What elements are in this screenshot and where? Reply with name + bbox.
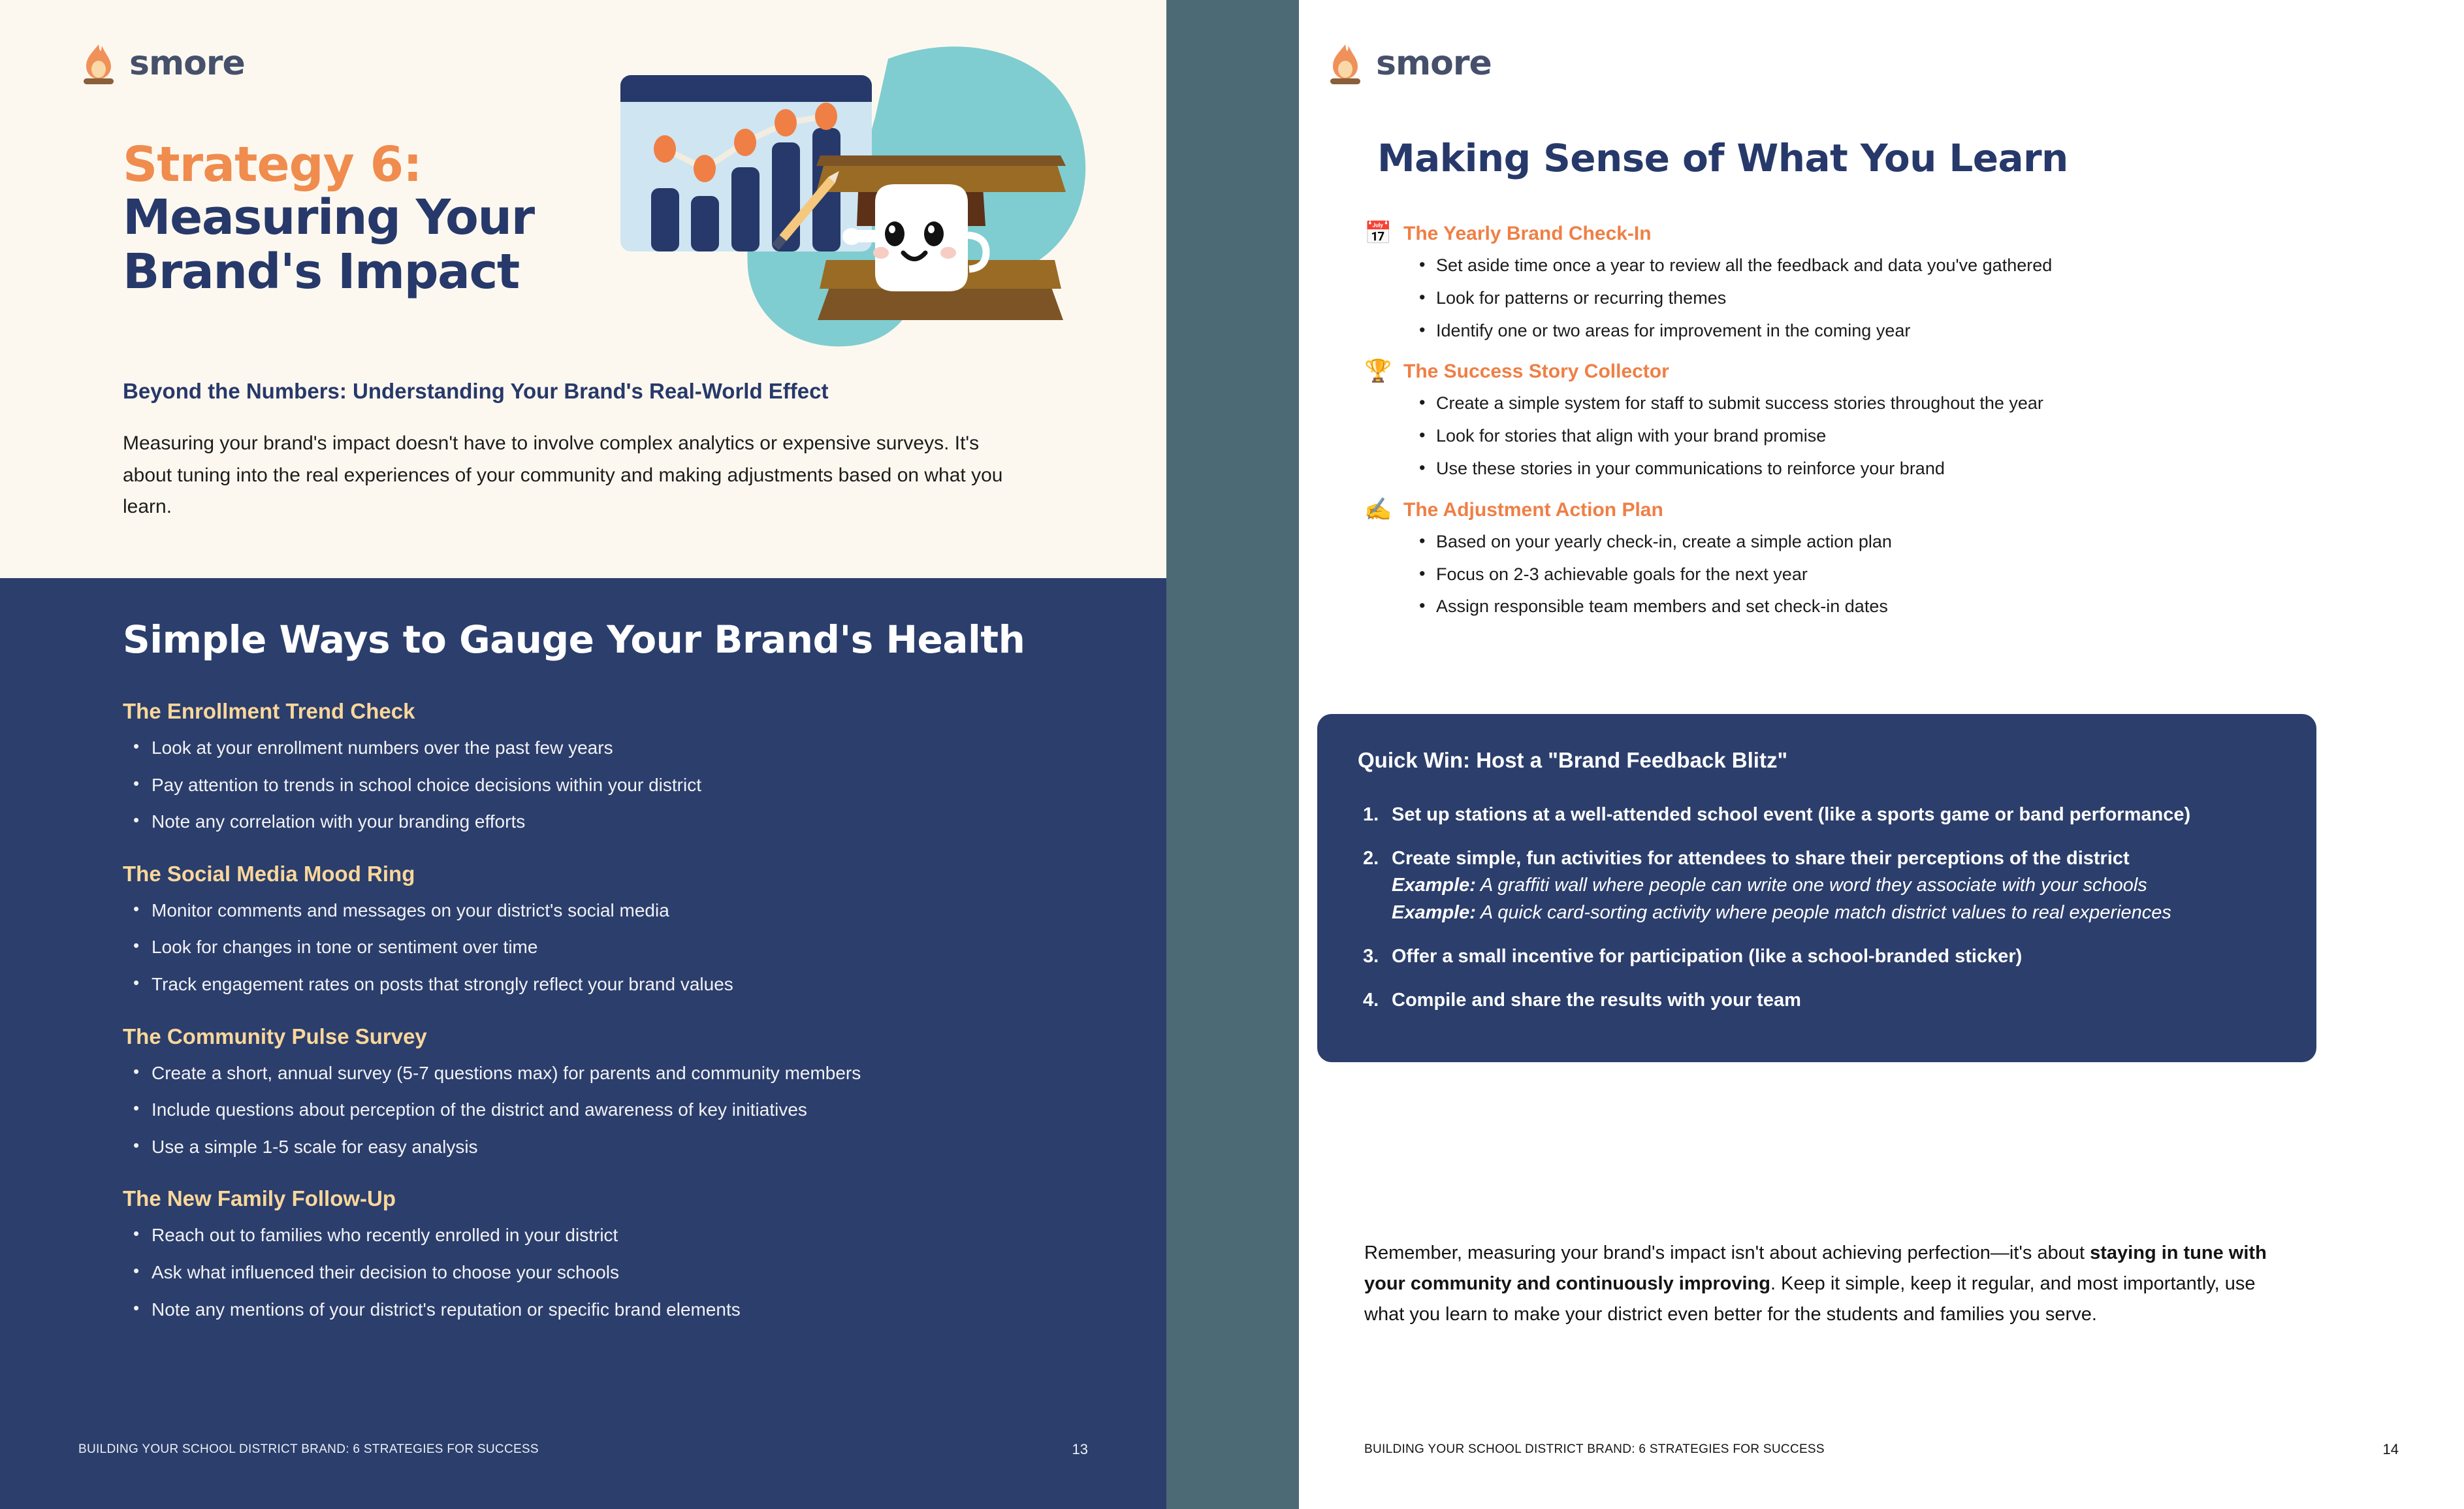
page-title <box>123 137 645 300</box>
step-text: Create simple, fun activities for attendees to share their perceptions of the district <box>1392 848 2130 869</box>
list-item: • Look for stories that align with your brand promise <box>1416 424 2305 449</box>
step-text: Offer a small incentive for participation (like a school-branded sticker) <box>1392 945 2023 967</box>
list-group <box>1364 222 2305 343</box>
calendar-icon: 📅 <box>1364 220 1392 246</box>
title-line-2: Brand's Impact <box>123 243 519 300</box>
trophy-icon: 🏆 <box>1364 358 1392 385</box>
list-item <box>1358 943 2280 970</box>
list-item: • Look at your enrollment numbers over the past few years <box>123 735 1070 762</box>
group-heading: The Community Pulse Survey <box>123 1024 427 1048</box>
group-heading: The Adjustment Action Plan <box>1403 498 1663 521</box>
group-heading: The Enrollment Trend Check <box>123 699 415 723</box>
making-sense-groups-list <box>1364 222 2305 636</box>
example-line <box>1392 872 2280 899</box>
group-heading: The Social Media Mood Ring <box>123 861 415 886</box>
section-heading: Simple Ways to Gauge Your Brand's Health <box>123 617 1025 662</box>
left-page-hero <box>0 0 1166 578</box>
list-item: • Note any mentions of your district's reputation or specific brand elements <box>123 1297 1070 1323</box>
group-heading: The Yearly Brand Check-In <box>1403 223 1652 244</box>
list-item: • Create a short, annual survey (5-7 questions max) for parents and community members <box>123 1060 1070 1087</box>
right-page <box>1299 0 2464 1509</box>
list-item: • Use a simple 1-5 scale for easy analysis <box>123 1134 1070 1161</box>
closing-emphasis: staying in tune with your community and continuously improving <box>1364 1242 2267 1294</box>
closing-part-2: . Keep it simple, keep it regular, and most importantly, use what you learn to make your district even better for the students and families you serve. <box>1364 1273 2256 1325</box>
list-item: • Look for patterns or recurring themes <box>1416 286 2305 311</box>
example-body: A quick card-sorting activity where people match district values to real experiences <box>1475 901 2171 923</box>
campfire-flame-icon <box>78 41 119 86</box>
example-body: A graffiti wall where people can write one word they associate with your schools <box>1475 875 2147 896</box>
bar-chart-presentation-with-smore-mascot-icon <box>614 39 1136 353</box>
left-page-dark-section <box>0 578 1166 1509</box>
smore-logo <box>1325 41 1492 86</box>
closing-paragraph <box>1364 1238 2298 1330</box>
list-item: • Set aside time once a year to review all the feedback and data you've gathered <box>1416 253 2305 278</box>
example-line <box>1392 900 2280 926</box>
list-group <box>123 699 1070 836</box>
list-item: • Use these stories in your communications to reinforce your brand <box>1416 457 2305 481</box>
list-item: • Identify one or two areas for improvement in the coming year <box>1416 319 2305 344</box>
smore-wordmark: smore <box>129 44 245 83</box>
page-subtitle: Beyond the Numbers: Understanding Your Brand's Real-World Effect <box>123 379 829 403</box>
list-item: • Based on your yearly check-in, create a simple action plan <box>1416 530 2305 555</box>
list-group <box>1364 360 2305 481</box>
footer-title: BUILDING YOUR SCHOOL DISTRICT BRAND: 6 STRATEGIES FOR SUCCESS <box>78 1442 539 1456</box>
list-item: • Ask what influenced their decision to choose your schools <box>123 1259 1070 1286</box>
list-item: • Include questions about perception of the district and awareness of key initiatives <box>123 1097 1070 1124</box>
list-item <box>1358 802 2280 828</box>
smore-wordmark: smore <box>1376 44 1492 83</box>
group-heading: The Success Story Collector <box>1403 361 1669 383</box>
example-label: Example: <box>1392 901 1476 923</box>
quick-win-heading: Quick Win: Host a "Brand Feedback Blitz" <box>1358 748 1788 772</box>
list-item: • Reach out to families who recently enrolled in your district <box>123 1222 1070 1249</box>
list-item: • Track engagement rates on posts that strongly reflect your brand values <box>123 971 1070 998</box>
list-item: • Monitor comments and messages on your district's social media <box>123 898 1070 924</box>
list-item: • Pay attention to trends in school choice decisions within your district <box>123 772 1070 799</box>
page-number: 13 <box>1072 1441 1088 1457</box>
example-label: Example: <box>1392 875 1476 896</box>
gauge-groups-list <box>123 699 1070 1349</box>
closing-part-1: Remember, measuring your brand's impact isn't about achieving perfection—it's about <box>1364 1242 2090 1263</box>
group-heading: The New Family Follow-Up <box>123 1186 396 1211</box>
list-group <box>123 1186 1070 1323</box>
book-gutter <box>1166 0 1299 1509</box>
list-group <box>123 862 1070 998</box>
title-line-1: Measuring Your <box>123 189 534 246</box>
list-item: • Assign responsible team members and set check-in dates <box>1416 594 2305 619</box>
campfire-flame-icon <box>1325 41 1366 86</box>
quick-win-callout <box>1317 714 2316 1062</box>
list-item: • Look for changes in tone or sentiment over time <box>123 934 1070 961</box>
right-page-title: Making Sense of What You Learn <box>1377 136 2068 180</box>
page-number: 14 <box>2382 1441 2399 1457</box>
writing-hand-pencil-icon: ✍️ <box>1364 496 1392 523</box>
left-page <box>0 0 1166 1509</box>
footer-title: BUILDING YOUR SCHOOL DISTRICT BRAND: 6 STRATEGIES FOR SUCCESS <box>1364 1442 1825 1456</box>
intro-paragraph: Measuring your brand's impact doesn't have to involve complex analytics or expensive surveys. It's about tuning into the real experiences of your community and making adjustments based on what you learn. <box>123 432 1003 518</box>
step-text: Compile and share the results with your team <box>1392 989 1801 1011</box>
step-text: Set up stations at a well-attended school event (like a sports game or band performance) <box>1392 804 2191 825</box>
smore-logo <box>78 41 245 86</box>
list-item: • Create a simple system for staff to submit success stories throughout the year <box>1416 391 2305 416</box>
list-item <box>1358 845 2280 926</box>
list-group <box>123 1024 1070 1161</box>
list-item <box>1358 987 2280 1014</box>
left-page-footer <box>78 1441 1088 1458</box>
right-page-footer <box>1364 1441 2399 1458</box>
strategy-eyebrow: Strategy 6: <box>123 137 422 193</box>
list-group <box>1364 498 2305 619</box>
list-item: • Focus on 2-3 achievable goals for the next year <box>1416 562 2305 587</box>
list-item: • Note any correlation with your branding efforts <box>123 809 1070 836</box>
